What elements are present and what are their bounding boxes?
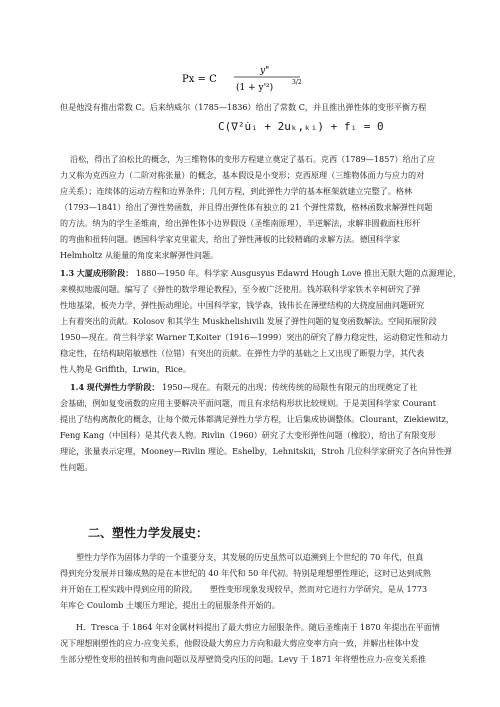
section-1-4-line xyxy=(70,382,440,393)
paragraph-line: 力又称为克西应力（二阶对称张量）的概念，基本假设是小变形；克西原理（三维物体面力与应力的对 xyxy=(60,170,425,180)
formula-exponent: 3/2 xyxy=(292,79,302,86)
section-title: 大厦成形阶段： xyxy=(76,268,134,278)
paragraph-line: 性地基梁，板壳力学，弹性振动理论。中国科学家，钱学森，钱伟长在薄壁结构的大挠度屈曲问题研究 xyxy=(60,300,425,310)
paragraph-line: 会基础，例如复变函数的应用主要解决平面问题，而且有求结构形状比较规则。于是美国科学家 Courant xyxy=(60,398,436,408)
formula-denominator: (1 + y'²) xyxy=(236,83,274,93)
paragraph-line: 稳定性，在结构缺陷敏感性（位错）有突出的贡献。在弹性力学的基础之上又出现了断裂力学，其代表 xyxy=(60,348,425,358)
paragraph-line: Helmholtz 从能量的角度来求解弹性问题。 xyxy=(60,250,219,260)
paragraph-line: 提出了结构离散化的概念，让每个微元体都满足弹性力学方程，让后集成协调整体。Clourant，Ziekiewitz， xyxy=(60,414,455,424)
intro-line: 但是他没有推出常数 C。后来纳威尔（1785—1836）给出了常数 C，并且推出弹性体的变形平衡方程 xyxy=(60,102,427,112)
paragraph-line: 性人物是 Griffith，Lrwin，Rice。 xyxy=(60,364,191,374)
curvature-formula xyxy=(180,62,340,96)
paragraph-line: 的弯曲和扭转问题。德国科学家克里霍夫，给出了弹性薄板的比较精确的求解方法。德国科学家 xyxy=(60,234,400,244)
curvature-formula-graphic xyxy=(180,62,340,96)
paragraph-line: （1793—1841）给出了弹性势函数，并且得出弹性体有独立的 21 个弹性常数，格林函数求解弹性问题 xyxy=(60,202,433,212)
navier-equation: C(∇²u̇ᵢ + 2uₖ,ₖᵢ) + fᵢ = 0 xyxy=(218,120,384,133)
paragraph-line: 况下理想刚塑性的应力-应变关系，他假设最大剪应力方向和最大剪应变率方向一致，并解出柱体中发 xyxy=(60,638,419,648)
paragraph-line: 沿松，得出了泊松比的概念，为三维物体的变形方程建立奠定了基石。克西（1789—1857）给出了应 xyxy=(70,154,435,164)
paragraph-line: 并开始在工程实践中得到应用的阶段。 塑性变形现象发现较早，然而对它进行力学研究，是从 1773 xyxy=(60,584,428,594)
paragraph-line: 塑性力学作为固体力学的一个重要分支，其发展的历史虽然可以追溯到上个世纪的 70 年代，但真 xyxy=(76,552,424,562)
section-title: 现代弹性力学阶段： xyxy=(86,382,160,392)
formula-lhs: Px = C xyxy=(182,74,217,85)
paragraph-line: 应关系）；连续体的运动方程和边界条件；几何方程，到此弹性力学的基本框架就建立完整了。格林 xyxy=(60,186,413,196)
paragraph-line: H．Tresca 于 1864 年对金属材料提出了最大剪应力屈服条件。随后圣维南于 1870 年提出在平面情 xyxy=(76,622,440,632)
section-text: 1950—现在。有限元的出现；传统传统的局限性有限元的出现奠定了社 xyxy=(162,382,418,392)
section-text: 1880—1950 年。科学家 Ausgusyus Edawrd Hough Love 推出无限大题的点源理论， xyxy=(135,268,461,278)
paragraph-line: 性问题。 xyxy=(60,462,93,472)
paragraph-line: 上有着突出的贡献。Kolosov 和其学生 Muskhelishivili 发展了弹性问题的复变函数解法。空间拓展阶段 xyxy=(60,316,437,326)
section-1-3-line xyxy=(60,268,461,279)
paragraph-line: 来模拟地震问题。编写了《弹性的数学理论教程》，至今被广泛使用。钱苏联科学家铁木辛柯研究了弹 xyxy=(60,284,421,294)
paragraph-line: 1950—现在。荷兰科学家 Warner T,Koiter（1916—1999）突出的研究了静力稳定性，运动稳定性和动力 xyxy=(60,332,449,342)
paragraph-line: 生部分塑性变形的扭转和弯曲问题以及厚壁筒受内压的问题。Levy 于 1871 年将塑性应力-应变关系推 xyxy=(60,654,427,664)
section-number: 1.4 xyxy=(70,382,85,392)
paragraph-line: 理论，张量表示定理，Mooney—Rivlin 理论。Eshelby，Lehnitskii，Stroh 几位科学家研究了各向异性弹 xyxy=(60,446,452,456)
paragraph-line: 的方法。纳为的学生圣维南，给出弹性体小边界假设（圣维南原理），半逆解法，求解非圆截面柱形杆 xyxy=(60,218,421,228)
paragraph-line: Feng Kang（中国科）是其代表人物。Rivlin（1960）研究了大变形弹性问题（橡胶），给出了有限变形 xyxy=(60,430,436,440)
paragraph-line: 年库仑 Coulomb 土壤压力理论，提出土的屈服条件开始的。 xyxy=(60,600,280,610)
formula-numerator: y" xyxy=(260,66,270,76)
paragraph-line: 得到充分发展并日臻成熟的是在本世纪的 40 年代和 50 年代初。特别是理想塑性理论，这时已达到成熟 xyxy=(60,568,431,578)
section-heading: 二、塑性力学发展史： xyxy=(88,526,209,540)
section-number: 1.3 xyxy=(60,268,75,278)
